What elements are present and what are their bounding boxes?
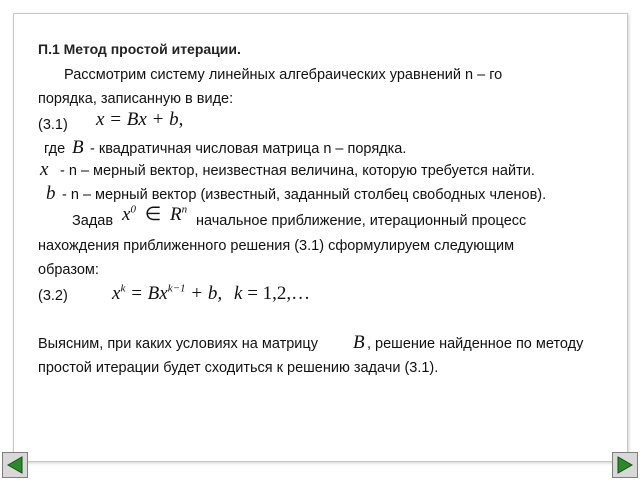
- text-line-intro: Рассмотрим систему линейных алгебраических уравнений n – го: [64, 67, 503, 83]
- text-b-description: - n – мерный вектор (известный, заданный столбец свободных членов).: [62, 187, 547, 203]
- arrow-right-icon: [613, 453, 637, 477]
- eq2-index-values: = 1,2,…: [242, 283, 311, 304]
- symbol-x0: x: [122, 204, 131, 225]
- symbol-matrix-b-2: B: [353, 332, 365, 353]
- equation-3-1-comma: ,: [178, 109, 184, 130]
- symbol-r: R: [170, 204, 182, 225]
- text-line-next1: нахождения приближенного решения (3.1) сформулируем следующим: [38, 238, 515, 254]
- text-line-next2: образом:: [38, 262, 99, 278]
- symbol-x0-superscript: 0: [130, 203, 136, 216]
- equation-label-3-1: (3.1): [38, 117, 68, 133]
- initial-approximation: [122, 204, 187, 226]
- equation-3-1: [96, 109, 183, 131]
- arrow-left-icon: [3, 453, 27, 477]
- eq2-x-superscript: k: [120, 282, 126, 295]
- eq2-end: + b,: [185, 283, 223, 304]
- symbol-r-superscript: n: [181, 203, 188, 216]
- next-slide-button[interactable]: [612, 452, 638, 478]
- eq2-mid: = Bx: [125, 283, 168, 304]
- text-line-form: порядка, записанную в виде:: [38, 91, 234, 107]
- equation-3-1-body: x = Bx + b: [96, 109, 179, 130]
- text-question-line2: простой итерации будет сходиться к решению задачи (3.1).: [38, 360, 439, 376]
- symbol-vector-x: x: [40, 159, 49, 180]
- text-given: Задав: [72, 213, 114, 229]
- symbol-element-of: ∈: [144, 204, 162, 225]
- eq2-bx-superscript: k−1: [167, 282, 186, 295]
- eq2-x: x: [112, 283, 121, 304]
- equation-3-2: [112, 283, 222, 305]
- symbol-matrix-b: B: [72, 137, 84, 158]
- text-given-rest: начальное приближение, итерационный процесс: [196, 213, 527, 229]
- symbol-vector-b: b: [46, 183, 56, 204]
- text-question-a: Выясним, при каких условиях на матрицу: [38, 336, 318, 352]
- equation-label-3-2: (3.2): [38, 288, 68, 304]
- equation-3-2-index: [234, 283, 310, 305]
- text-x-description: - n – мерный вектор, неизвестная величина, которую требуется найти.: [60, 163, 535, 179]
- text-matrix-description: - квадратичная числовая матрица n – порядка.: [90, 141, 407, 157]
- text-where: где: [44, 141, 66, 157]
- slide-title: П.1 Метод простой итерации.: [38, 41, 241, 57]
- prev-slide-button[interactable]: [2, 452, 28, 478]
- eq2-index-k: k: [234, 283, 243, 304]
- text-question-b: , решение найденное по методу: [367, 336, 584, 352]
